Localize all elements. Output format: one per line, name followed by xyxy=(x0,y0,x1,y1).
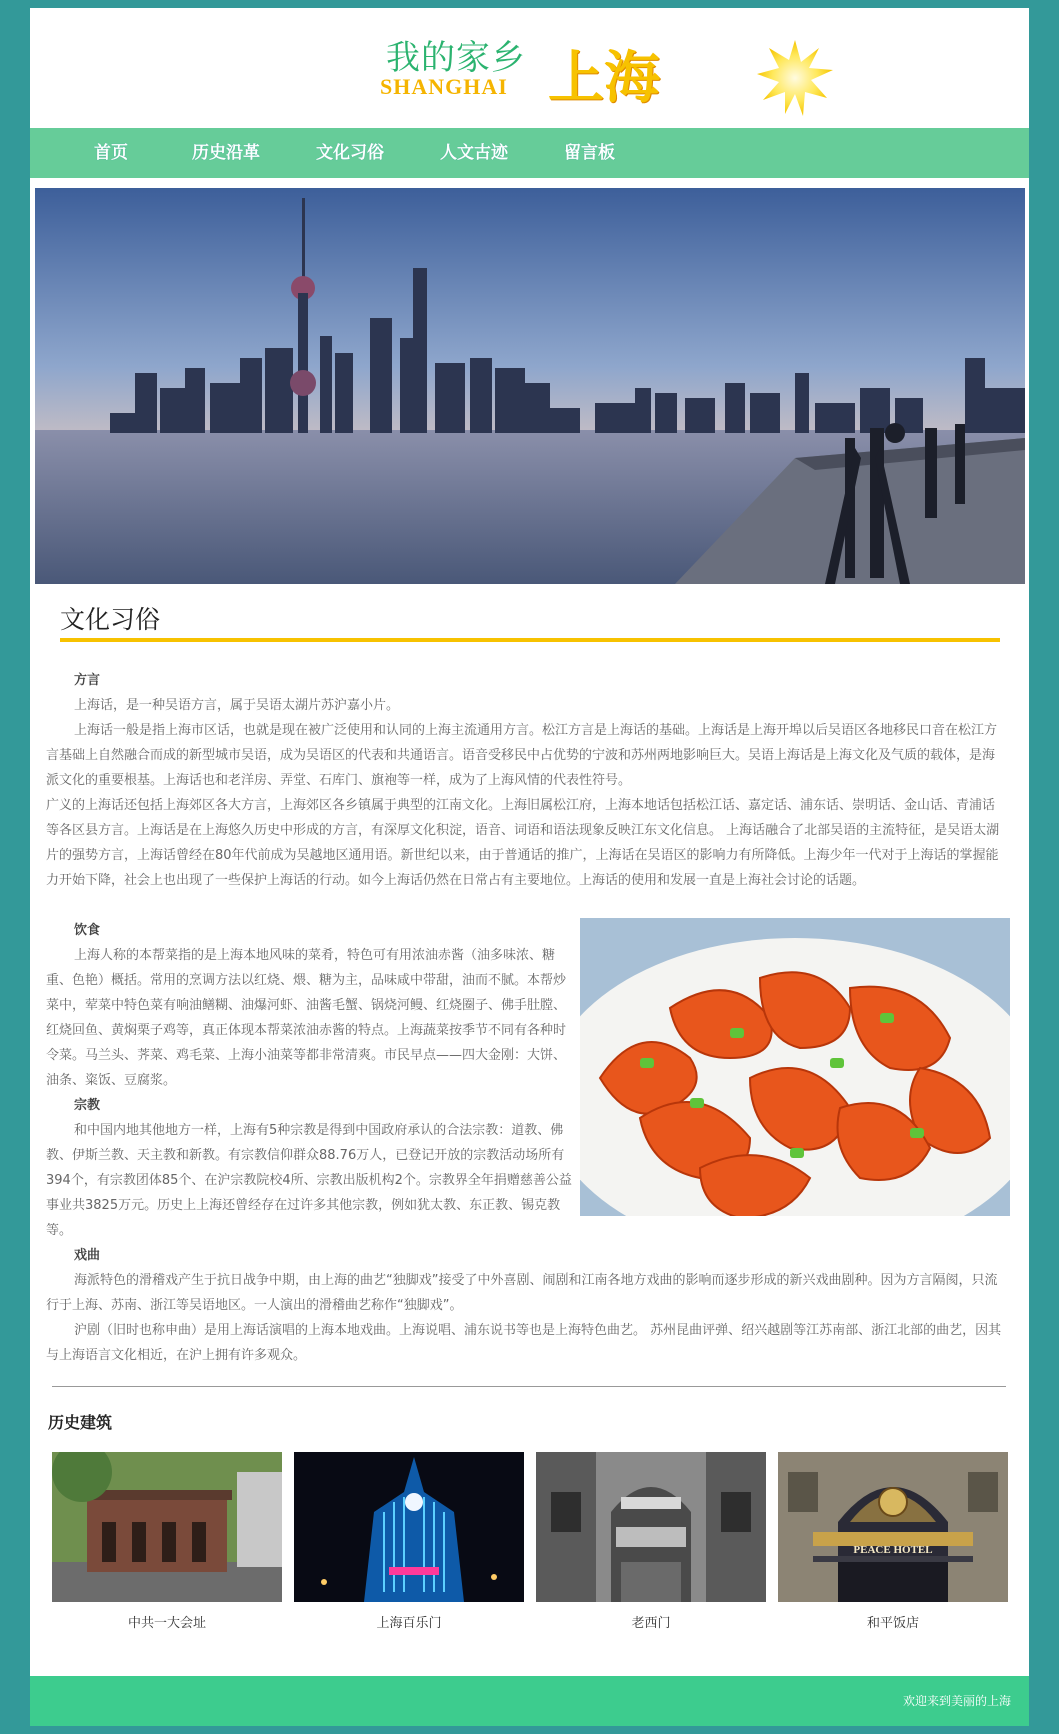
building-photo-peace-hotel[interactable] xyxy=(778,1452,1008,1602)
opera-paragraph-2: 沪剧（旧时也称申曲）是用上海话演唱的上海本地戏曲。上海说唱、浦东说书等也是上海特色曲艺。 苏州昆曲评弹、绍兴越剧等江苏南部、浙江北部的曲艺，因其与上海语言文化相近，在沪上拥有许多观众。 xyxy=(46,1323,1002,1363)
caption-peace-hotel: 和平饭店 xyxy=(866,1616,919,1631)
religion-paragraph: 和中国内地其他地方一样，上海有5种宗教是得到中国政府承认的合法宗教：道教、佛教、伊斯兰教、天主教和新教。有宗教信仰群众88.76万人，已登记开放的宗教活动场所有394个，有宗教团体85个、在沪宗教院校4所、宗教出版机构2个。宗教界全年捐赠慈善公益事业共3825万元。历史上上海还曾经存在过许多其他宗教，例如犹太教、东正教、锡克教等。 xyxy=(46,1123,572,1238)
page-title: 文化习俗 xyxy=(60,605,161,634)
nav-item-home[interactable]: 首页 xyxy=(94,143,128,163)
sun-icon xyxy=(755,38,835,118)
main-nav xyxy=(30,128,1029,178)
logo-city-text: 上海 xyxy=(548,46,660,111)
site-logo[interactable] xyxy=(380,30,710,110)
section-divider xyxy=(52,1386,1006,1387)
caption-first-congress: 中共一大会址 xyxy=(127,1616,206,1631)
historic-buildings-heading: 历史建筑 xyxy=(48,1413,113,1432)
opera-heading: 戏曲 xyxy=(74,1248,101,1263)
opera-paragraph-1: 海派特色的滑稽戏产生于抗日战争中期，由上海的曲艺“独脚戏”接受了中外喜剧、闹剧和江南各地方戏曲的影响而逐步形成的新兴戏曲剧种。因为方言隔阂，只流行于上海、苏南、浙江等吴语地区。一人演出的滑稽曲艺称作“独脚戏”。 xyxy=(46,1273,998,1313)
caption-paramount: 上海百乐门 xyxy=(376,1616,442,1631)
building-photo-first-congress[interactable] xyxy=(52,1452,282,1602)
header xyxy=(30,8,1029,128)
logo-english-text: SHANGHAI xyxy=(380,74,508,99)
caption-old-west-gate: 老西门 xyxy=(631,1616,671,1631)
dialect-paragraph-1: 上海话，是一种吴语方言，属于吴语太湖片苏沪嘉小片。 xyxy=(74,698,400,713)
title-underline xyxy=(60,638,1000,642)
braised-shrimp-image xyxy=(580,918,1010,1216)
page-container xyxy=(30,8,1029,1726)
dialect-heading: 方言 xyxy=(74,673,101,688)
nav-item-guestbook[interactable]: 留言板 xyxy=(564,143,615,163)
dialect-paragraph-3: 广义的上海话还包括上海郊区各大方言，上海郊区各乡镇属于典型的江南文化。上海旧属松江府，上海本地话包括松江话、嘉定话、浦东话、崇明话、金山话、青浦话等各区县方言。上海话是在上海悠久历史中形成的方言，有深厚文化积淀，语音、词语和语法现象反映江东文化信息。 上海话融合了北部吴语的主流特征，是吴语太湖片的强势方言，上海话曾经在80年代前成为吴越地区通用语。新世纪以来，由于普通话的推广，上海话在吴语区的影响力有所降低。上海少年一代对于上海话的掌握能力开始下降，社会上也出现了一些保护上海话的行动。如今上海话仍然在日常占有主要地位。上海话的使用和发展一直是上海社会讨论的话题。 xyxy=(46,798,1000,888)
building-photo-paramount[interactable] xyxy=(294,1452,524,1602)
nav-item-culture[interactable]: 文化习俗 xyxy=(316,143,384,163)
nav-item-history[interactable]: 历史沿革 xyxy=(192,143,260,163)
nav-item-heritage[interactable]: 人文古迹 xyxy=(440,143,508,163)
religion-heading: 宗教 xyxy=(74,1098,101,1113)
dialect-paragraph-2: 上海话一般是指上海市区话，也就是现在被广泛使用和认同的上海主流通用方言。松江方言是上海话的基础。上海话是上海开埠以后吴语区各地移民口音在松江方言基础上自然融合而成的新型城市吴语，成为吴语区的代表和共通语言。语音受移民中占优势的宁波和苏州两地影响巨大。吴语上海话是上海文化及气质的载体，是海派文化的重要根基。上海话也和老洋房、弄堂、石库门、旗袍等一样，成为了上海风情的代表性符号。 xyxy=(46,723,998,788)
footer-text: 欢迎来到美丽的上海 xyxy=(902,1694,1011,1708)
peace-hotel-sign-text: PEACE HOTEL xyxy=(853,1544,933,1556)
skyline-banner-image xyxy=(35,188,1025,584)
footer xyxy=(30,1676,1029,1726)
logo-chinese-text: 我的家乡 xyxy=(386,38,526,78)
building-photo-old-west-gate[interactable] xyxy=(536,1452,766,1602)
food-heading: 饮食 xyxy=(74,923,101,938)
food-paragraph: 上海人称的本帮菜指的是上海本地风味的菜肴，特色可有用浓油赤酱（油多味浓、糖重、色艳）概括。常用的烹调方法以红烧、煨、糖为主，品味咸中带甜，油而不腻。本帮炒菜中，荤菜中特色菜有响油鳝糊、油爆河虾、油酱毛蟹、锅烧河鳗、红烧圈子、佛手肚膛、红烧回鱼、黄焖栗子鸡等，真正体现本帮菜浓油赤酱的特点。上海蔬菜按季节不同有各种时令菜。马兰头、荠菜、鸡毛菜、上海小油菜等都非常清爽。市民早点——四大金刚：大饼、油条、粢饭、豆腐浆。 xyxy=(46,948,567,1088)
